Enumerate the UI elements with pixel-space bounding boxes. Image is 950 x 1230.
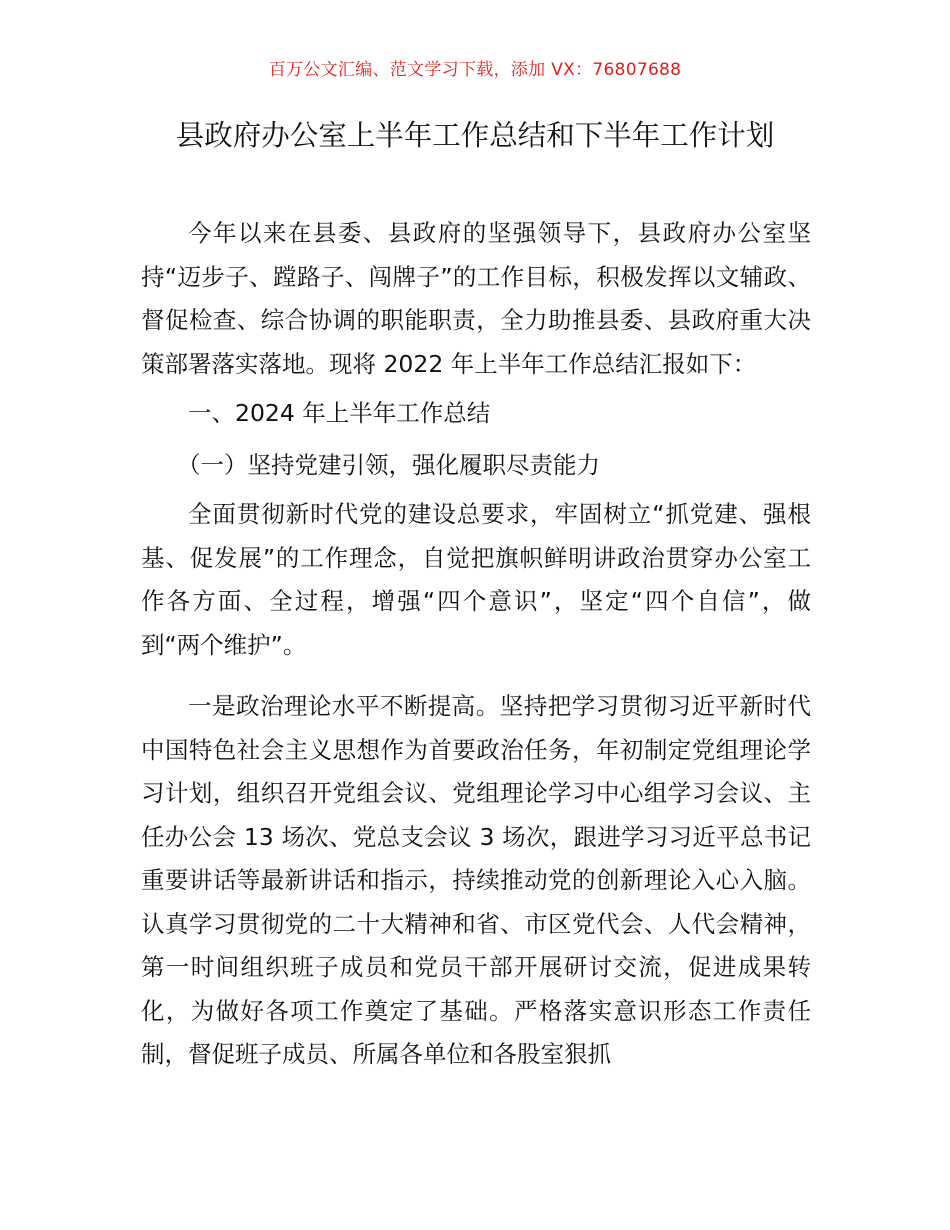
party-building-paragraph: 全面贯彻新时代党的建设总要求，牢固树立“抓党建、强根基、促发展”的工作理念，自觉把旗帜鲜明讲政治贯穿办公室工作各方面、全过程，增强“四个意识”，坚定“四个自信”，做到“两个维护”。: [141, 500, 811, 659]
subsection-heading-one: （一）坚持党建引领，强化履职尽责能力: [177, 450, 600, 479]
section-heading-one: 一、2024 年上半年工作总结: [188, 399, 491, 427]
intro-paragraph: 今年以来在县委、县政府的坚强领导下，县政府办公室坚持“迈步子、蹚路子、闯牌子”的工作目标，积极发挥以文辅政、督促检查、综合协调的职能职责，全力助推县委、县政府重大决策部署落实落地。现将 2022 年上半年工作总结汇报如下：: [141, 219, 811, 378]
document-title: 县政府办公室上半年工作总结和下半年工作计划: [175, 119, 775, 152]
header-promo-text: 百万公文汇编、范文学习下载，添加 VX：76807688: [268, 60, 682, 80]
document-body: [141, 212, 811, 1077]
political-theory-paragraph: 一是政治理论水平不断提高。坚持把学习贯彻习近平新时代中国特色社会主义思想作为首要政治任务，年初制定党组理论学习计划，组织召开党组会议、党组理论学习中心组学习会议、主任办公会 13 场次、党总支会议 3 场次，跟进学习习近平总书记重要讲话等最新讲话和指示，持续推动党的创新理论入心入脑。认真学习贯彻党的二十大精神和省、市区党代会、人代会精神，第一时间组织班子成员和党员干部开展研讨交流，促进成果转化，为做好各项工作奠定了基础。严格落实意识形态工作责任制，督促班子成员、所属各单位和各股室狠抓: [141, 692, 811, 1068]
